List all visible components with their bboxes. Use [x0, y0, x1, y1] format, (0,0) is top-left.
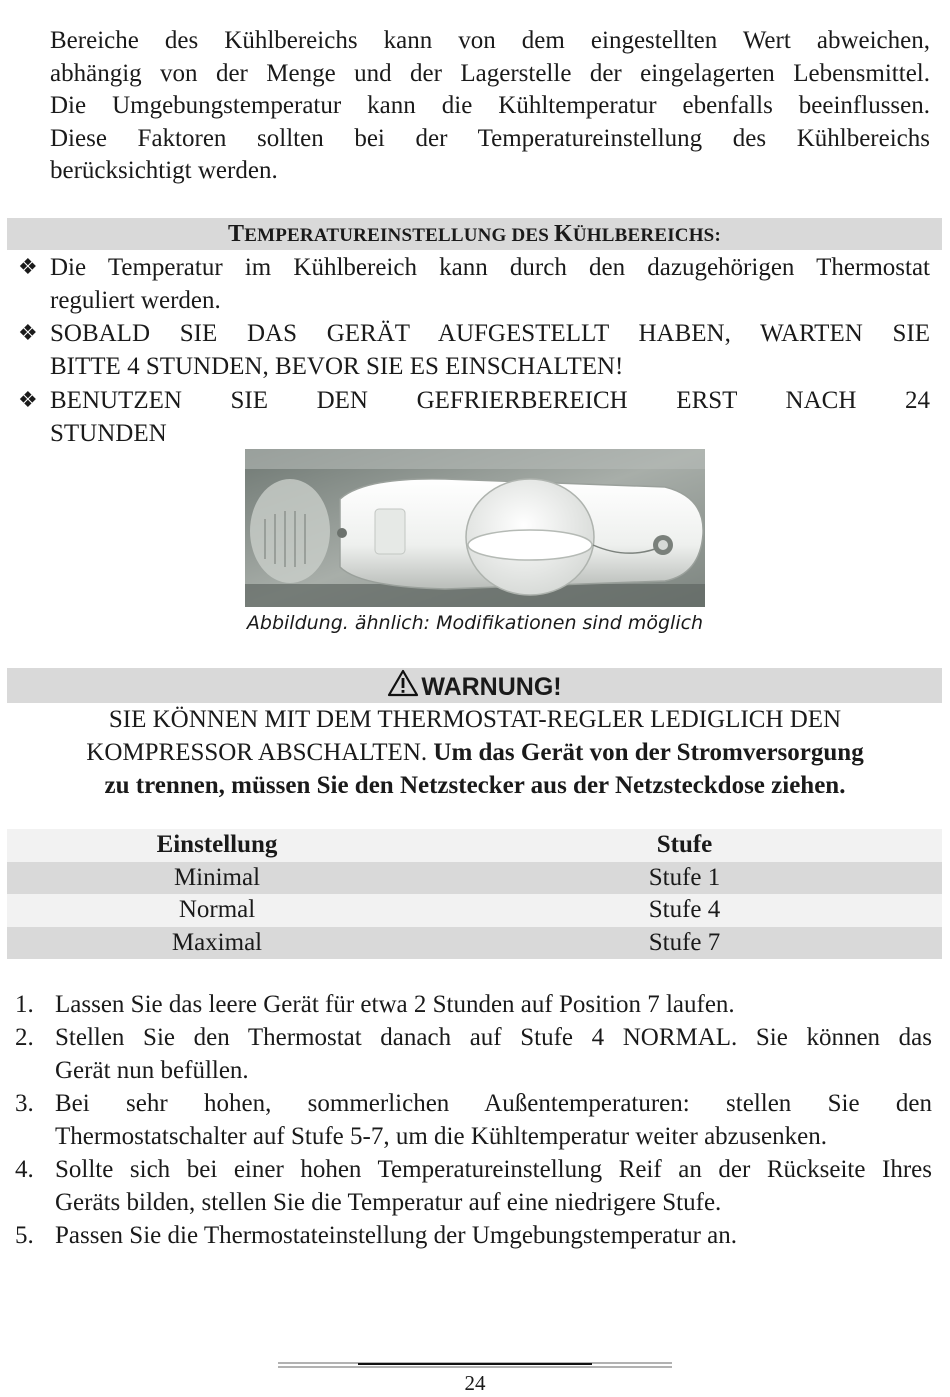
step-line: Bei sehr hohen, sommerlichen Außentemperaturen: stellen Sie den: [55, 1090, 932, 1117]
step-line: Geräts bilden, stellen Sie die Temperatur auf eine niedrigere Stufe.: [55, 1189, 722, 1216]
thermostat-photo: [245, 449, 705, 607]
page-number: 24: [464, 1371, 486, 1395]
heading-initial: T: [228, 221, 245, 247]
step-number: 3.: [15, 1090, 34, 1117]
step-number: 4.: [15, 1156, 34, 1183]
intro-line: abhängig von der Menge und der Lagerstelle der eingelagerten Lebensmittel.: [50, 59, 930, 87]
intro-line: Diese Faktoren sollten bei der Temperatureinstellung des Kühlbereichs: [50, 124, 930, 152]
step-line: Passen Sie die Thermostateinstellung der Umgebungstemperatur an.: [55, 1222, 738, 1249]
list-item: [15, 1021, 932, 1087]
table-cell: Minimal: [173, 863, 261, 891]
bullet-line: Die Temperatur im Kühlbereich kann durch den dazugehörigen Thermostat: [50, 254, 930, 281]
table-cell: Stufe 4: [648, 896, 721, 924]
step-line: Stellen Sie den Thermostat danach auf Stufe 4 NORMAL. Sie können das: [55, 1024, 932, 1051]
bullet-line: reguliert werden.: [50, 287, 221, 314]
bullet-line: BITTE 4 STUNDEN, BEVOR SIE ES EINSCHALTEN!: [50, 353, 624, 380]
warning-text: [30, 703, 920, 802]
thermostat-illustration: [245, 449, 705, 607]
table-row: [7, 927, 942, 960]
steps-list: [15, 988, 932, 1252]
figure-caption: Abbildung. ähnlich: Modifikationen sind möglich: [246, 612, 704, 634]
column-header: Einstellung: [156, 831, 278, 859]
intro-line: Bereiche des Kühlbereichs kann von dem eingestellten Wert abweichen,: [50, 27, 930, 54]
step-line: Gerät nun befüllen.: [55, 1057, 249, 1084]
step-line: Sollte sich bei einer hohen Temperatureinstellung Reif an der Rückseite Ihres: [55, 1156, 932, 1183]
table-row: [7, 894, 942, 927]
warning-heading: [7, 668, 942, 703]
step-line: Thermostatschalter auf Stufe 5-7, um die Kühltemperatur weiter abzusenken.: [55, 1123, 827, 1150]
list-item: [15, 1219, 932, 1252]
table-cell: Normal: [178, 896, 256, 924]
table-header-row: [7, 829, 942, 862]
step-number: 5.: [15, 1222, 34, 1249]
warning-title: WARNUNG!: [421, 673, 562, 701]
footer-rule: [278, 1360, 672, 1370]
warning-line-bold: zu trennen, müssen Sie den Netzstecker aus der Netzsteckdose ziehen.: [104, 772, 846, 799]
heading-smallcaps: ÜHLBEREICHS:: [572, 225, 721, 246]
warning-line: SIE KÖNNEN MIT DEM THERMOSTAT-REGLER LEDIGLICH DEN: [108, 706, 842, 733]
bullet-line: SOBALD SIE DAS GERÄT AUFGESTELLT HABEN, WARTEN SIE: [50, 320, 930, 347]
intro-line: Die Umgebungstemperatur kann die Kühltemperatur ebenfalls beeinflussen.: [50, 92, 930, 120]
settings-table: [7, 829, 942, 959]
diamond-bullet-icon: ❖: [18, 321, 38, 346]
heading-initial: K: [554, 221, 573, 247]
diamond-bullet-icon: ❖: [18, 388, 38, 413]
step-number: 2.: [15, 1024, 34, 1051]
step-number: 1.: [15, 991, 34, 1018]
table-cell: Stufe 1: [648, 863, 721, 891]
diamond-bullet-icon: ❖: [18, 255, 38, 280]
list-item: [15, 1087, 932, 1153]
column-header: Stufe: [656, 831, 713, 859]
table-row: [7, 862, 942, 895]
table-cell: Maximal: [171, 928, 263, 956]
intro-paragraph: [50, 25, 930, 188]
warning-line-plain: KOMPRESSOR ABSCHALTEN.: [86, 739, 434, 766]
list-item: [15, 1153, 932, 1219]
warning-line: [30, 769, 920, 802]
warning-line: [30, 736, 920, 769]
step-line: Lassen Sie das leere Gerät für etwa 2 Stunden auf Position 7 laufen.: [55, 991, 735, 1018]
table-cell: Stufe 7: [648, 928, 721, 956]
bullet-line: BENUTZEN SIE DEN GEFRIERBEREICH ERST NACH 24: [50, 387, 930, 414]
bullet-line: STUNDEN: [50, 420, 167, 447]
intro-line: berücksichtigt werden.: [50, 157, 278, 185]
list-item: [15, 988, 932, 1021]
warning-line-bold: Um das Gerät von der Stromversorgung: [433, 739, 864, 766]
section-heading: [7, 218, 942, 250]
heading-smallcaps: EMPERATUREINSTELLUNG DES: [244, 225, 554, 246]
